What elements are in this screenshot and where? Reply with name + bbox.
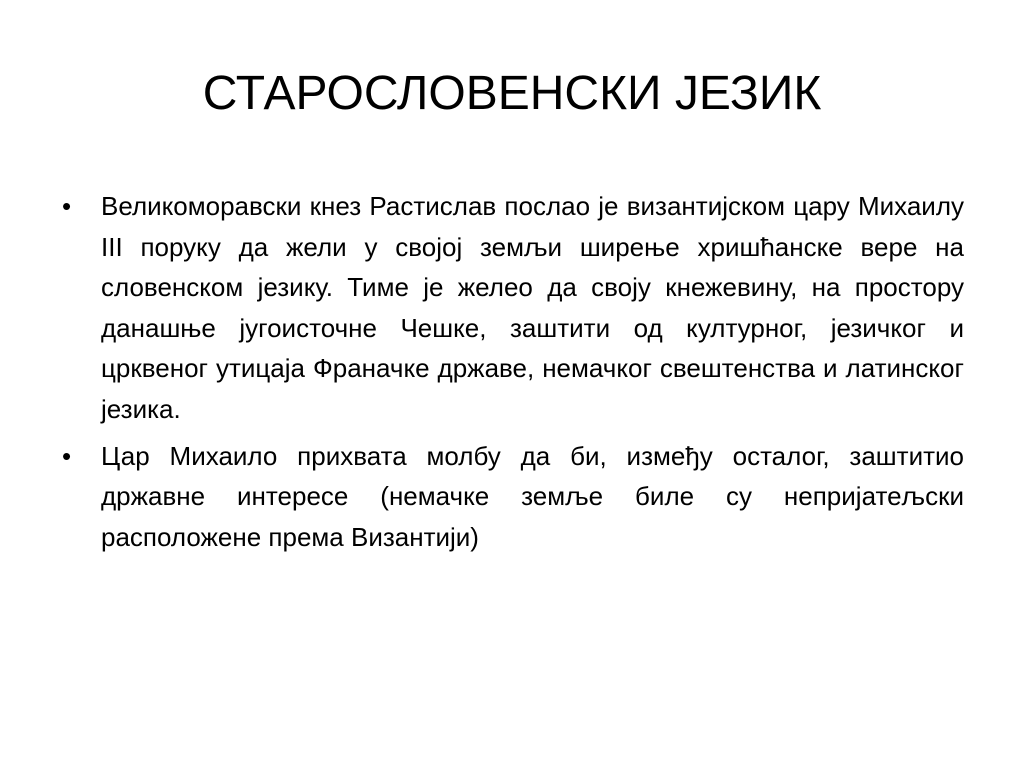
bullet-icon: • — [62, 440, 72, 471]
slide-content — [60, 186, 964, 563]
bullet-list — [60, 186, 964, 557]
bullet-icon: • — [62, 191, 72, 221]
bullet-item — [60, 186, 964, 430]
bullet-text: Цар Михаило прихвата молбу да би, између осталог, заштитио државне интересе (немачке земље биле су непријатељски расположене према Византији) — [101, 440, 964, 552]
bullet-item — [60, 436, 964, 558]
bullet-text: Великоморавски кнез Растислав послао је византијском цару Михаилу III поруку да жели у својој земљи ширење хришћанске вере на словенском језику. Тиме је желео да своју кнежевину, на простору данашње југоисточне Чешке, заштити од културног, језичког и црквеног утицаја Франачке државе, немачког свештенства и латинског језика. — [101, 191, 964, 424]
slide-title: СТАРОСЛОВЕНСКИ ЈЕЗИК — [202, 67, 822, 120]
